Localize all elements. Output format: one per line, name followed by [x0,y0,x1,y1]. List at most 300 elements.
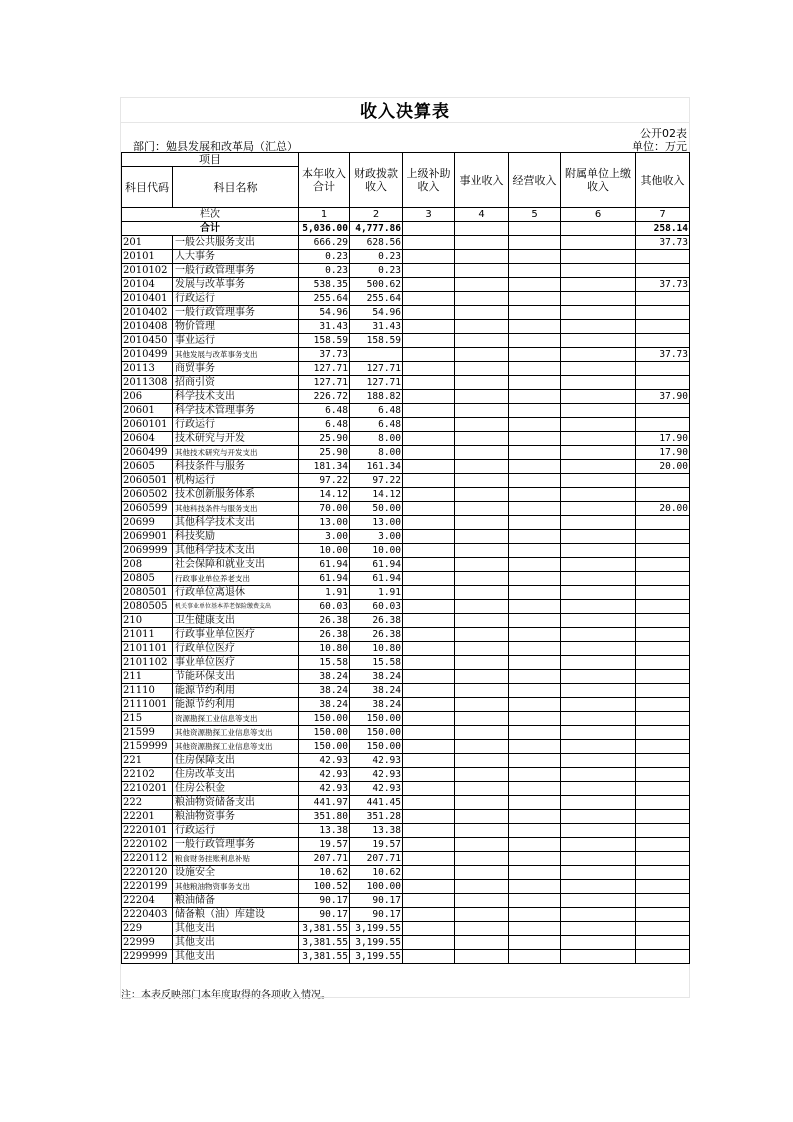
row-c2: 100.00 [350,880,403,894]
row-c7 [636,726,690,740]
row-c2: 3,199.55 [350,922,403,936]
row-name: 其他支出 [173,936,299,950]
row-c2: 10.80 [350,642,403,656]
row-c1: 10.80 [299,642,350,656]
row-c3 [403,418,455,432]
header-c3: 上级补助收入 [403,153,455,208]
table-row [122,278,690,292]
row-code: 2210201 [122,782,173,796]
row-c1: 0.23 [299,250,350,264]
row-c7 [636,530,690,544]
row-c5 [509,894,561,908]
row-c3 [403,950,455,964]
row-c7 [636,362,690,376]
row-c5 [509,656,561,670]
income-statement-sheet [120,97,690,1001]
row-c6 [561,698,636,712]
row-c1: 25.90 [299,432,350,446]
row-c3 [403,922,455,936]
row-c6 [561,768,636,782]
row-c2: 8.00 [350,432,403,446]
row-c7 [636,880,690,894]
row-c1: 42.93 [299,768,350,782]
row-c4 [455,950,509,964]
row-c4 [455,628,509,642]
row-c5 [509,852,561,866]
row-name: 其他资源勘探工业信息等支出 [173,726,299,740]
row-c1: 97.22 [299,474,350,488]
row-c6 [561,894,636,908]
table-row [122,642,690,656]
row-c3 [403,544,455,558]
row-name: 技术研究与开发 [173,432,299,446]
row-c2: 150.00 [350,712,403,726]
row-code: 20604 [122,432,173,446]
row-c2: 61.94 [350,572,403,586]
row-c4 [455,236,509,250]
table-row [122,348,690,362]
row-c6 [561,264,636,278]
row-c5 [509,250,561,264]
row-c5 [509,698,561,712]
row-c2: 6.48 [350,404,403,418]
row-c5 [509,754,561,768]
row-c1: 13.00 [299,516,350,530]
row-c2: 1.91 [350,586,403,600]
row-c4 [455,530,509,544]
row-c6 [561,334,636,348]
table-row [122,698,690,712]
row-name: 行政运行 [173,418,299,432]
row-c6 [561,460,636,474]
row-c3 [403,656,455,670]
row-c6 [561,852,636,866]
row-name: 粮食财务挂账利息补贴 [173,852,299,866]
row-c7 [636,698,690,712]
table-row [122,404,690,418]
row-c5 [509,712,561,726]
row-c6 [561,936,636,950]
row-c1: 666.29 [299,236,350,250]
row-code: 2011308 [122,376,173,390]
row-c5 [509,236,561,250]
table-row [122,306,690,320]
row-c2: 255.64 [350,292,403,306]
row-c7 [636,894,690,908]
row-c6 [561,278,636,292]
row-code: 2010499 [122,348,173,362]
row-c7 [636,474,690,488]
row-code: 2220120 [122,866,173,880]
row-name: 行政运行 [173,292,299,306]
row-c2: 13.00 [350,516,403,530]
total-c3 [403,222,455,236]
row-c7 [636,712,690,726]
row-name: 住房公积金 [173,782,299,796]
row-c7: 37.73 [636,236,690,250]
table-row [122,824,690,838]
row-c4 [455,460,509,474]
row-c5 [509,348,561,362]
row-name: 行政事业单位医疗 [173,628,299,642]
row-c6 [561,488,636,502]
header-code: 科目代码 [122,167,173,208]
row-c3 [403,628,455,642]
row-code: 210 [122,614,173,628]
row-c4 [455,278,509,292]
row-c6 [561,544,636,558]
row-c7 [636,558,690,572]
row-c1: 10.00 [299,544,350,558]
row-name: 卫生健康支出 [173,614,299,628]
row-code: 2010450 [122,334,173,348]
row-c3 [403,572,455,586]
row-c1: 441.97 [299,796,350,810]
table-row [122,516,690,530]
row-c4 [455,320,509,334]
row-code: 2010402 [122,306,173,320]
row-c5 [509,782,561,796]
header-c2: 财政拨款收入 [350,153,403,208]
row-name: 行政运行 [173,824,299,838]
row-c3 [403,404,455,418]
row-c4 [455,600,509,614]
row-code: 2010408 [122,320,173,334]
row-c6 [561,796,636,810]
row-c3 [403,684,455,698]
row-c3 [403,600,455,614]
row-c3 [403,824,455,838]
row-c7 [636,488,690,502]
row-name: 行政单位医疗 [173,642,299,656]
row-c1: 14.12 [299,488,350,502]
row-c6 [561,614,636,628]
row-name: 机构运行 [173,474,299,488]
row-c5 [509,432,561,446]
seq-cell: 6 [561,208,636,222]
row-c3 [403,726,455,740]
row-code: 20101 [122,250,173,264]
row-c1: 226.72 [299,390,350,404]
row-c2: 42.93 [350,754,403,768]
row-code: 2159999 [122,740,173,754]
row-c1: 13.38 [299,824,350,838]
row-c3 [403,432,455,446]
row-code: 222 [122,796,173,810]
row-c2: 127.71 [350,376,403,390]
row-c1: 90.17 [299,894,350,908]
total-c2: 4,777.86 [350,222,403,236]
table-row [122,810,690,824]
row-c4 [455,544,509,558]
row-c7 [636,628,690,642]
row-c1: 207.71 [299,852,350,866]
row-c2: 90.17 [350,908,403,922]
total-row [122,222,690,236]
row-c7 [636,642,690,656]
row-c7 [636,320,690,334]
row-c3 [403,264,455,278]
row-code: 2220112 [122,852,173,866]
row-c6 [561,418,636,432]
row-c4 [455,264,509,278]
row-c2: 19.57 [350,838,403,852]
row-name: 人大事务 [173,250,299,264]
row-c5 [509,278,561,292]
row-c2: 500.62 [350,278,403,292]
row-code: 2220102 [122,838,173,852]
total-c1: 5,036.00 [299,222,350,236]
row-name: 粮油物资事务 [173,810,299,824]
table-row [122,446,690,460]
table-row [122,558,690,572]
row-code: 22204 [122,894,173,908]
row-c1: 19.57 [299,838,350,852]
row-c1: 127.71 [299,376,350,390]
row-name: 发展与改革事务 [173,278,299,292]
row-c5 [509,334,561,348]
row-name: 一般行政管理事务 [173,264,299,278]
row-c7 [636,782,690,796]
row-code: 2101101 [122,642,173,656]
row-c5 [509,502,561,516]
row-code: 229 [122,922,173,936]
row-c6 [561,390,636,404]
row-c3 [403,236,455,250]
row-name: 粮油储备 [173,894,299,908]
row-code: 2069999 [122,544,173,558]
row-name: 其他科技条件与服务支出 [173,502,299,516]
row-c5 [509,740,561,754]
row-name: 商贸事务 [173,362,299,376]
row-c6 [561,670,636,684]
row-c2: 351.28 [350,810,403,824]
row-c5 [509,880,561,894]
row-code: 2111001 [122,698,173,712]
row-c6 [561,586,636,600]
row-c1: 150.00 [299,712,350,726]
row-c7 [636,950,690,964]
row-code: 22201 [122,810,173,824]
row-c3 [403,838,455,852]
row-c5 [509,726,561,740]
row-c5 [509,292,561,306]
row-c4 [455,894,509,908]
row-name: 储备粮（油）库建设 [173,908,299,922]
row-c2: 42.93 [350,768,403,782]
table-row [122,530,690,544]
row-c3 [403,908,455,922]
row-c4 [455,348,509,362]
row-c3 [403,376,455,390]
row-c4 [455,796,509,810]
table-row [122,614,690,628]
row-c7 [636,250,690,264]
row-code: 211 [122,670,173,684]
row-c7 [636,306,690,320]
row-c7 [636,754,690,768]
row-name: 社会保障和就业支出 [173,558,299,572]
row-c5 [509,908,561,922]
table-row [122,768,690,782]
row-c1: 158.59 [299,334,350,348]
table-row [122,950,690,964]
row-c4 [455,908,509,922]
row-c4 [455,712,509,726]
row-c5 [509,796,561,810]
row-c2: 42.93 [350,782,403,796]
row-c4 [455,838,509,852]
row-c2: 628.56 [350,236,403,250]
row-c6 [561,236,636,250]
row-code: 2220403 [122,908,173,922]
row-c4 [455,740,509,754]
row-c6 [561,950,636,964]
table-row [122,362,690,376]
row-c6 [561,824,636,838]
row-c7 [636,936,690,950]
row-c3 [403,642,455,656]
row-c1: 3.00 [299,530,350,544]
table-row [122,880,690,894]
row-c5 [509,530,561,544]
row-name: 事业运行 [173,334,299,348]
row-code: 2010401 [122,292,173,306]
table-row [122,432,690,446]
table-row [122,320,690,334]
row-c3 [403,502,455,516]
row-name: 其他发展与改革事务支出 [173,348,299,362]
row-c7: 37.90 [636,390,690,404]
table-row [122,740,690,754]
row-c6 [561,880,636,894]
row-c6 [561,572,636,586]
row-c7: 37.73 [636,348,690,362]
row-c1: 38.24 [299,684,350,698]
row-c4 [455,754,509,768]
row-c2: 10.62 [350,866,403,880]
table-row [122,656,690,670]
row-c1: 3,381.55 [299,950,350,964]
row-c4 [455,474,509,488]
row-c7 [636,572,690,586]
row-c1: 25.90 [299,446,350,460]
row-c7 [636,404,690,418]
row-name: 设施安全 [173,866,299,880]
row-c7: 17.90 [636,446,690,460]
table-row [122,418,690,432]
row-code: 206 [122,390,173,404]
row-c2: 3,199.55 [350,936,403,950]
income-table [121,152,690,964]
row-c5 [509,670,561,684]
row-c2: 150.00 [350,740,403,754]
row-c5 [509,824,561,838]
row-c1: 54.96 [299,306,350,320]
row-c7 [636,684,690,698]
row-c5 [509,866,561,880]
row-c3 [403,530,455,544]
row-c7 [636,376,690,390]
row-c2: 6.48 [350,418,403,432]
row-c5 [509,306,561,320]
row-c2: 38.24 [350,698,403,712]
row-c2: 15.58 [350,656,403,670]
row-name: 其他科学技术支出 [173,544,299,558]
row-c3 [403,670,455,684]
row-c1: 10.62 [299,866,350,880]
table-row [122,922,690,936]
row-c7 [636,292,690,306]
row-c2: 0.23 [350,264,403,278]
row-c1: 60.03 [299,600,350,614]
row-c4 [455,432,509,446]
row-c4 [455,852,509,866]
row-c5 [509,446,561,460]
row-c3 [403,852,455,866]
row-c4 [455,670,509,684]
row-name: 能源节约利用 [173,684,299,698]
row-c3 [403,614,455,628]
row-c5 [509,586,561,600]
header-c1: 本年收入合计 [299,153,350,208]
row-code: 2060499 [122,446,173,460]
row-c4 [455,642,509,656]
row-c1: 0.23 [299,264,350,278]
row-c5 [509,390,561,404]
row-c5 [509,320,561,334]
row-name: 物价管理 [173,320,299,334]
row-name: 机关事业单位基本养老保险缴费支出 [173,600,299,614]
row-c3 [403,796,455,810]
footnote: 注：本表反映部门本年度取得的各项收入情况。 [121,990,331,1001]
row-c7 [636,600,690,614]
row-c4 [455,726,509,740]
row-c4 [455,866,509,880]
row-code: 20113 [122,362,173,376]
row-c3 [403,782,455,796]
table-row [122,838,690,852]
row-c1: 255.64 [299,292,350,306]
row-c3 [403,880,455,894]
row-name: 技术创新服务体系 [173,488,299,502]
row-c2 [350,348,403,362]
row-code: 2101102 [122,656,173,670]
row-c5 [509,362,561,376]
total-c4 [455,222,509,236]
row-c1: 38.24 [299,670,350,684]
table-row [122,628,690,642]
row-c6 [561,838,636,852]
row-c4 [455,572,509,586]
row-c5 [509,642,561,656]
row-code: 2060101 [122,418,173,432]
row-c5 [509,936,561,950]
row-name: 其他支出 [173,950,299,964]
row-c2: 3.00 [350,530,403,544]
row-name: 其他技术研究与开发支出 [173,446,299,460]
row-c3 [403,866,455,880]
row-c5 [509,922,561,936]
row-c6 [561,740,636,754]
table-row [122,544,690,558]
header-c4: 事业收入 [455,153,509,208]
row-c4 [455,390,509,404]
row-code: 2220101 [122,824,173,838]
table-row [122,292,690,306]
row-c7 [636,544,690,558]
row-name: 其他支出 [173,922,299,936]
